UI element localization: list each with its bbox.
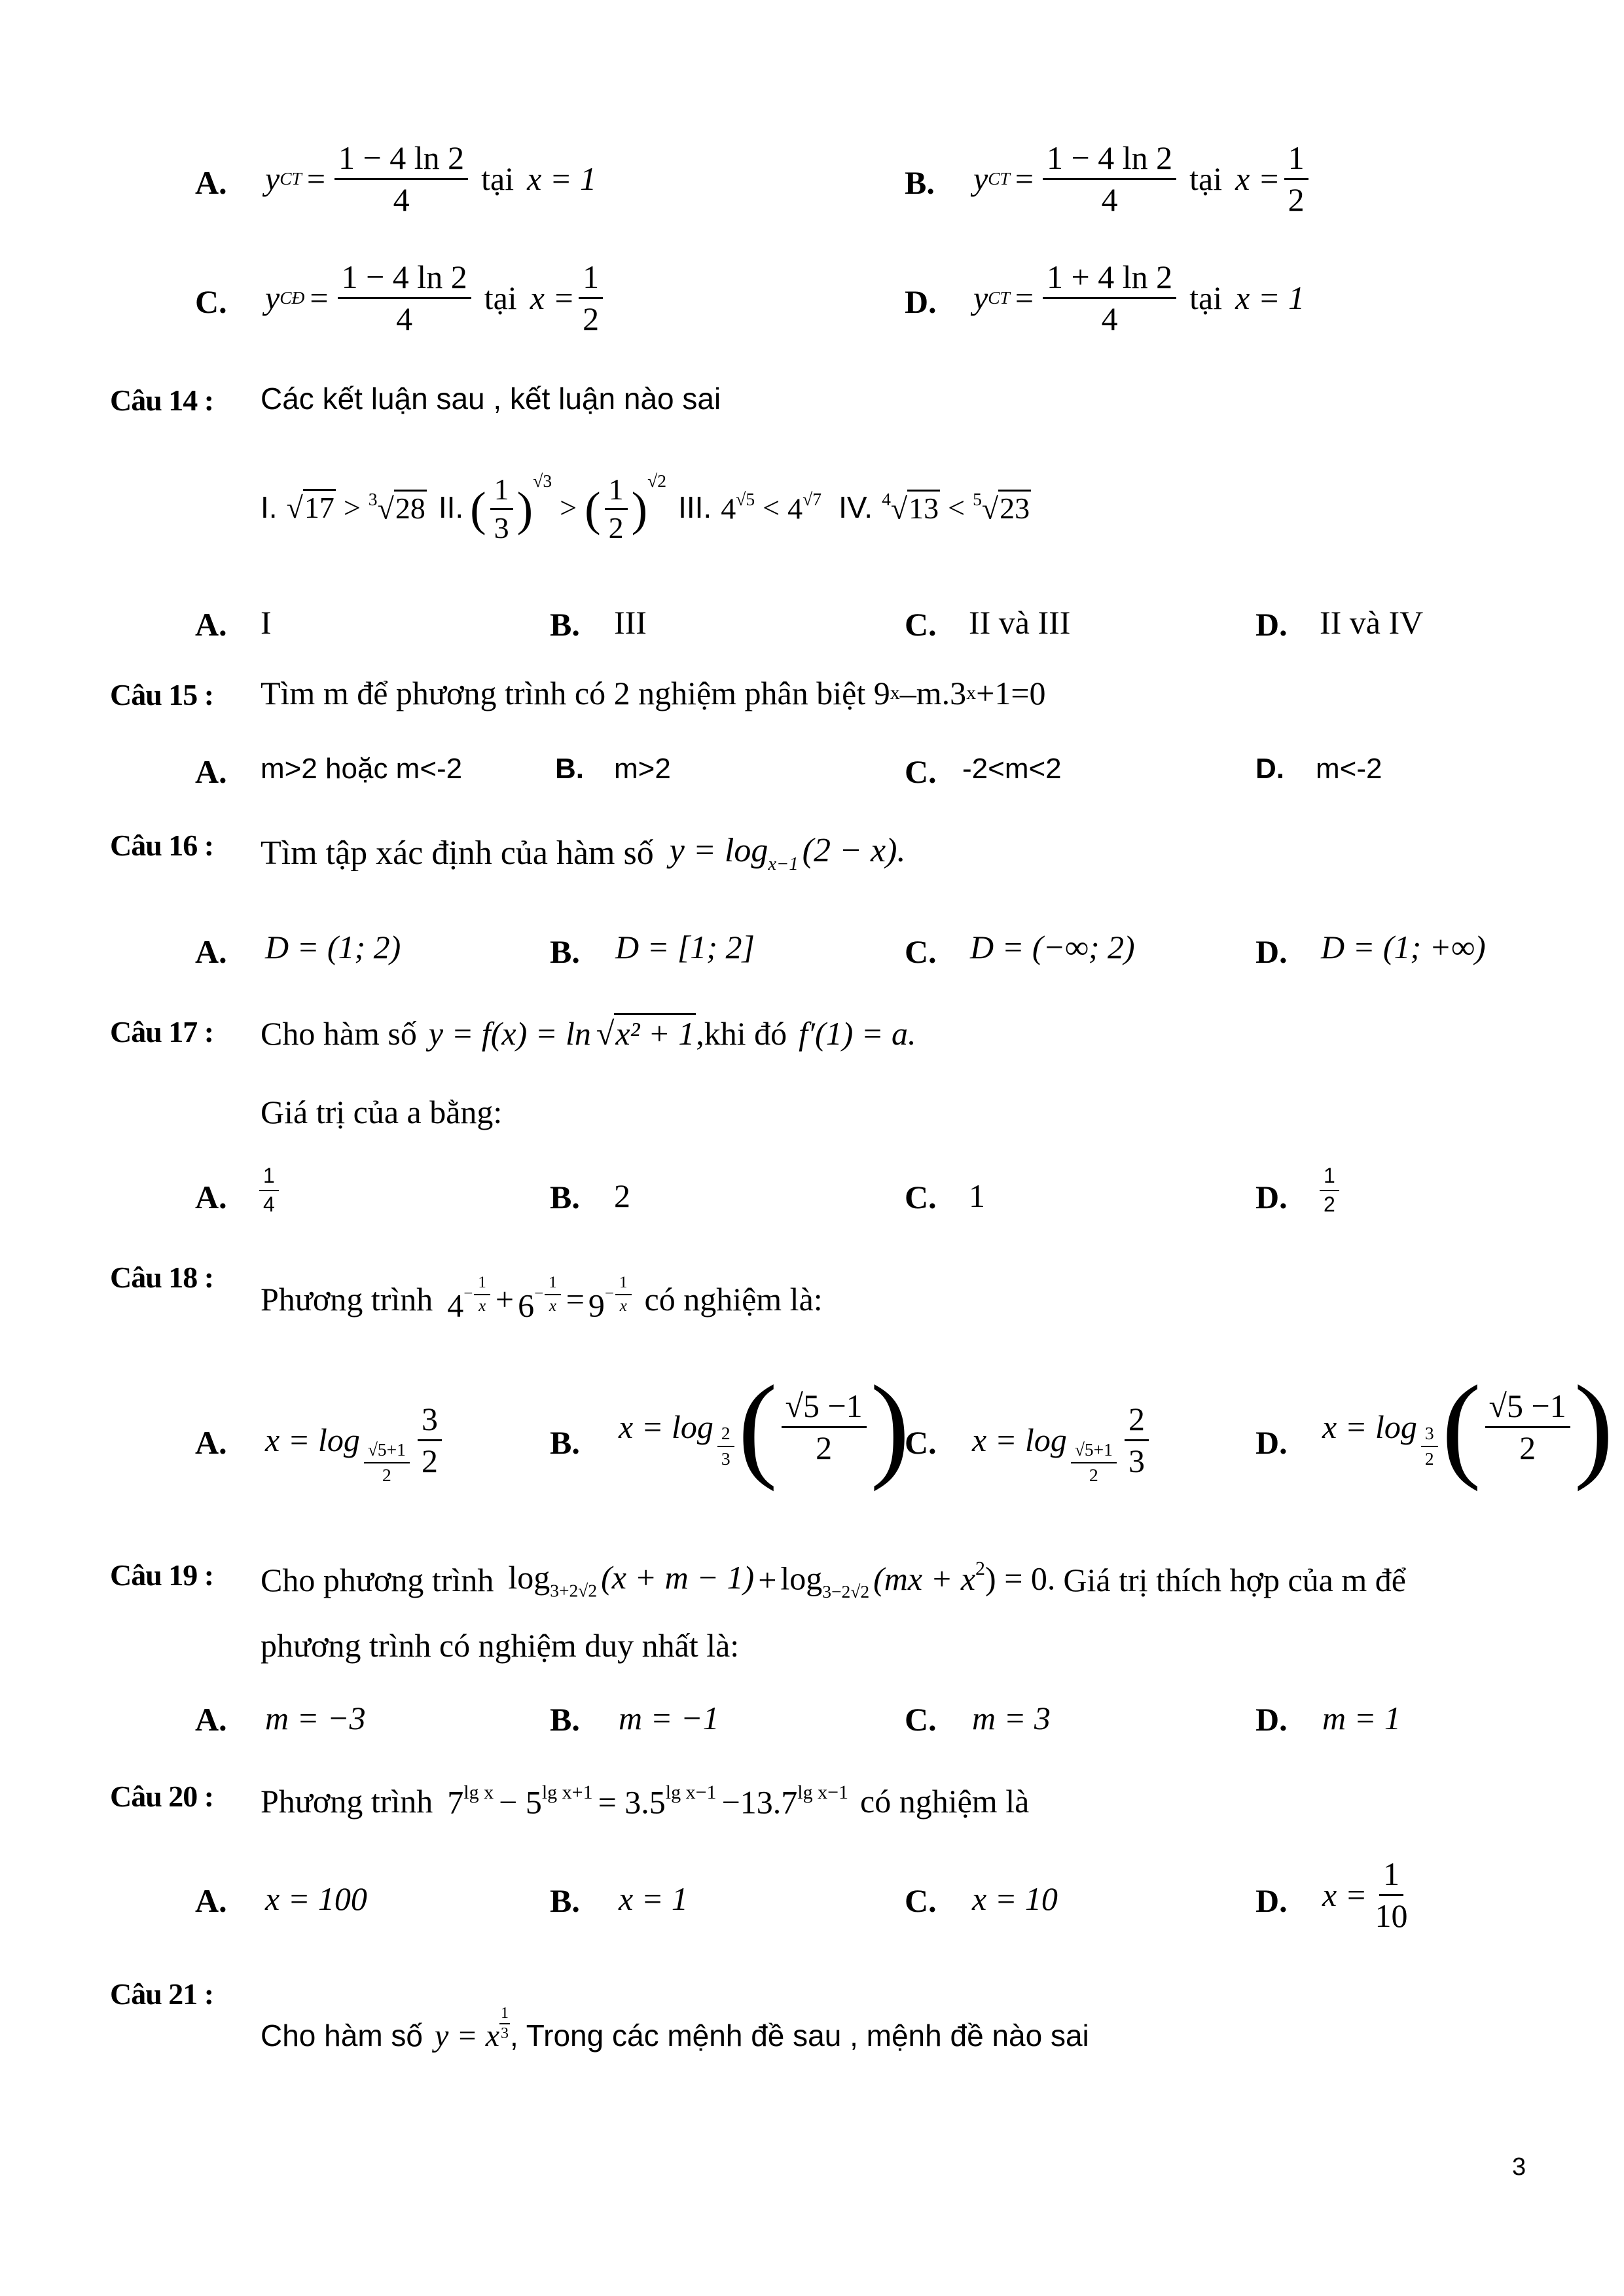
option-letter: C. <box>905 606 937 643</box>
option-fraction: $\frac{1}{2}$ <box>1316 1165 1343 1215</box>
option-content: y CT = $\frac{1 + 4 \ln 2}{4}$ tại x = 1 <box>973 259 1305 337</box>
option-letter: A. <box>195 1424 227 1461</box>
option-letter: D. <box>1255 1179 1288 1215</box>
option-text: m = −1 <box>619 1700 719 1736</box>
option-letter: A. <box>195 1701 227 1738</box>
option-text: m = 1 <box>1322 1700 1401 1736</box>
option-content: x = $\frac{1}{10}$ <box>1322 1856 1408 1934</box>
option-letter: A. <box>195 606 227 643</box>
option-letter: A. <box>195 1882 227 1919</box>
option-text: II và III <box>969 604 1071 641</box>
question-text: Các kết luận sau , kết luận nào sai <box>261 382 721 416</box>
option-letter: A. <box>195 753 227 790</box>
option-text: m>2 <box>614 753 671 785</box>
option-letter: D. <box>1255 753 1284 785</box>
page-number: 3 <box>1512 2153 1526 2181</box>
question-text: Tìm tập xác định của hàm số $y = \log_{x-1} (2 - x)$. <box>261 832 906 874</box>
question-text-line2: phương trình có nghiệm duy nhất là: <box>261 1627 740 1664</box>
option-letter: D. <box>1255 1701 1288 1738</box>
option-text: x = 1 <box>619 1880 688 1917</box>
x-value: x = 1 <box>527 160 597 197</box>
option-letter: B. <box>550 1701 580 1738</box>
question-label: Câu 15 : <box>110 678 214 711</box>
option-text: 1 <box>969 1177 985 1214</box>
question-label: Câu 21 : <box>110 1977 214 2011</box>
fraction: $\frac{1}{2}$ <box>579 260 603 336</box>
option-letter: D. <box>1255 1882 1288 1919</box>
text-tai: tại <box>481 160 514 197</box>
option-text: III <box>614 604 647 641</box>
question-label: Câu 20 : <box>110 1780 214 1813</box>
option-text: m = −3 <box>265 1700 366 1736</box>
question-label: Câu 17 : <box>110 1015 214 1049</box>
option-letter: C. <box>905 1179 937 1215</box>
fraction: $\frac{1 - 4 \ln 2}{4}$ <box>338 260 471 336</box>
option-letter: D. <box>1255 933 1288 970</box>
q14-statement: I. √17 > $^3$√28 II. ( $\frac{1}{3}$ )$^{√3}$ > ( $\frac{1}{2}$ )$^{√2}$ III. $4^{√5}$ < $4^{√7}$ IV. $^4$√13 < $^5$√23 <box>261 470 1030 545</box>
option-content: x = log $\frac{2}{3}$ ( $\frac{√5 -1}{2}$ ) <box>619 1361 910 1492</box>
option-letter: C. <box>905 753 937 790</box>
question-text: Cho phương trình $\log_{3+2√2} (x + m - 1)$ + $\log_{3-2√2} (mx + x^2) = 0$. Giá trị thích hợp của m để <box>261 1558 1406 1602</box>
option-letter: C. <box>905 1424 937 1461</box>
option-letter: D. <box>1255 1424 1288 1461</box>
option-letter: C. <box>195 283 227 320</box>
option-letter: C. <box>905 1882 937 1919</box>
var-y: y <box>265 160 280 197</box>
question-text: Phương trình $4^{- \frac{1}{x}}$ + $6^{- \frac{1}{x}}$ = $9^{- \frac{1}{x}}$ có nghiệm là: <box>261 1273 823 1324</box>
option-text: D = (1; 2) <box>265 929 401 965</box>
option-content: y CT = $\frac{1 - 4 \ln 2}{4}$ tại x = $\frac{1}{2}$ <box>973 141 1312 217</box>
question-text-line2: Giá trị của a bằng: <box>261 1094 503 1130</box>
question-label: Câu 18 : <box>110 1261 214 1294</box>
fraction: $\frac{1 + 4 \ln 2}{4}$ <box>1043 260 1176 336</box>
option-letter: B. <box>550 1424 580 1461</box>
fraction: $\frac{1 - 4 \ln 2}{4}$ <box>1043 141 1176 217</box>
option-content: x = log $\frac{√5+1}{2}$ $\frac{3}{2}$ <box>265 1384 446 1496</box>
option-text: m>2 hoặc m<-2 <box>261 753 463 785</box>
question-label: Câu 14 : <box>110 384 214 417</box>
question-text: Cho hàm số y = f(x) = ln √x² + 1 ,khi đó f′(1) = a. <box>261 1014 916 1052</box>
question-text: Phương trình $7^{lg x}$ − $5^{lg x+1}$ = $3.5^{lg x-1}$ $-13.7^{lg x-1}$ có nghiệm là <box>261 1782 1030 1821</box>
option-letter: A. <box>195 164 227 201</box>
option-content: y CĐ = $\frac{1 - 4 \ln 2}{4}$ tại x = $\frac{1}{2}$ <box>265 260 607 336</box>
option-letter: B. <box>550 1882 580 1919</box>
option-letter: B. <box>550 606 580 643</box>
option-letter: D. <box>1255 606 1288 643</box>
option-text: D = (1; +∞) <box>1321 929 1486 965</box>
option-text: D = [1; 2] <box>615 929 755 965</box>
option-text: I <box>261 604 272 641</box>
option-content: x = log $\frac{3}{2}$ ( $\frac{√5 -1}{2}$ ) <box>1322 1361 1614 1492</box>
option-text: x = 10 <box>972 1880 1058 1917</box>
option-letter: C. <box>905 1701 937 1738</box>
question-label: Câu 16 : <box>110 829 214 862</box>
option-fraction: $\frac{1}{4}$ <box>255 1165 283 1215</box>
fraction: $\frac{1 - 4 \ln 2}{4}$ <box>334 141 468 217</box>
option-letter: A. <box>195 1179 227 1215</box>
option-text: II và IV <box>1320 604 1424 641</box>
question-text: Cho hàm số y = x $\frac{1}{3}$ , Trong các mệnh đề sau , mệnh đề nào sai <box>261 2004 1089 2053</box>
option-content: y CT = $\frac{1 - 4 \ln 2}{4}$ tại x = 1 <box>265 139 597 218</box>
option-letter: B. <box>555 753 584 785</box>
option-text: x = 100 <box>265 1880 367 1917</box>
option-content: x = log $\frac{√5+1}{2}$ $\frac{2}{3}$ <box>972 1384 1153 1496</box>
option-letter: D. <box>905 283 937 320</box>
option-letter: B. <box>550 933 580 970</box>
option-text: -2<m<2 <box>962 753 1062 785</box>
subscript: CT <box>280 168 302 188</box>
option-text: 2 <box>614 1177 630 1214</box>
option-text: D = (−∞; 2) <box>970 929 1135 965</box>
option-letter: B. <box>550 1179 580 1215</box>
option-letter: C. <box>905 933 937 970</box>
option-letter: B. <box>905 164 935 201</box>
question-label: Câu 19 : <box>110 1558 214 1592</box>
option-text: m = 3 <box>972 1700 1051 1736</box>
question-text: Tìm m để phương trình có 2 nghiệm phân biệt 9 x –m.3 x +1=0 <box>261 675 1046 711</box>
fraction: $\frac{1}{2}$ <box>1284 141 1308 217</box>
option-letter: A. <box>195 933 227 970</box>
option-text: m<-2 <box>1316 753 1382 785</box>
